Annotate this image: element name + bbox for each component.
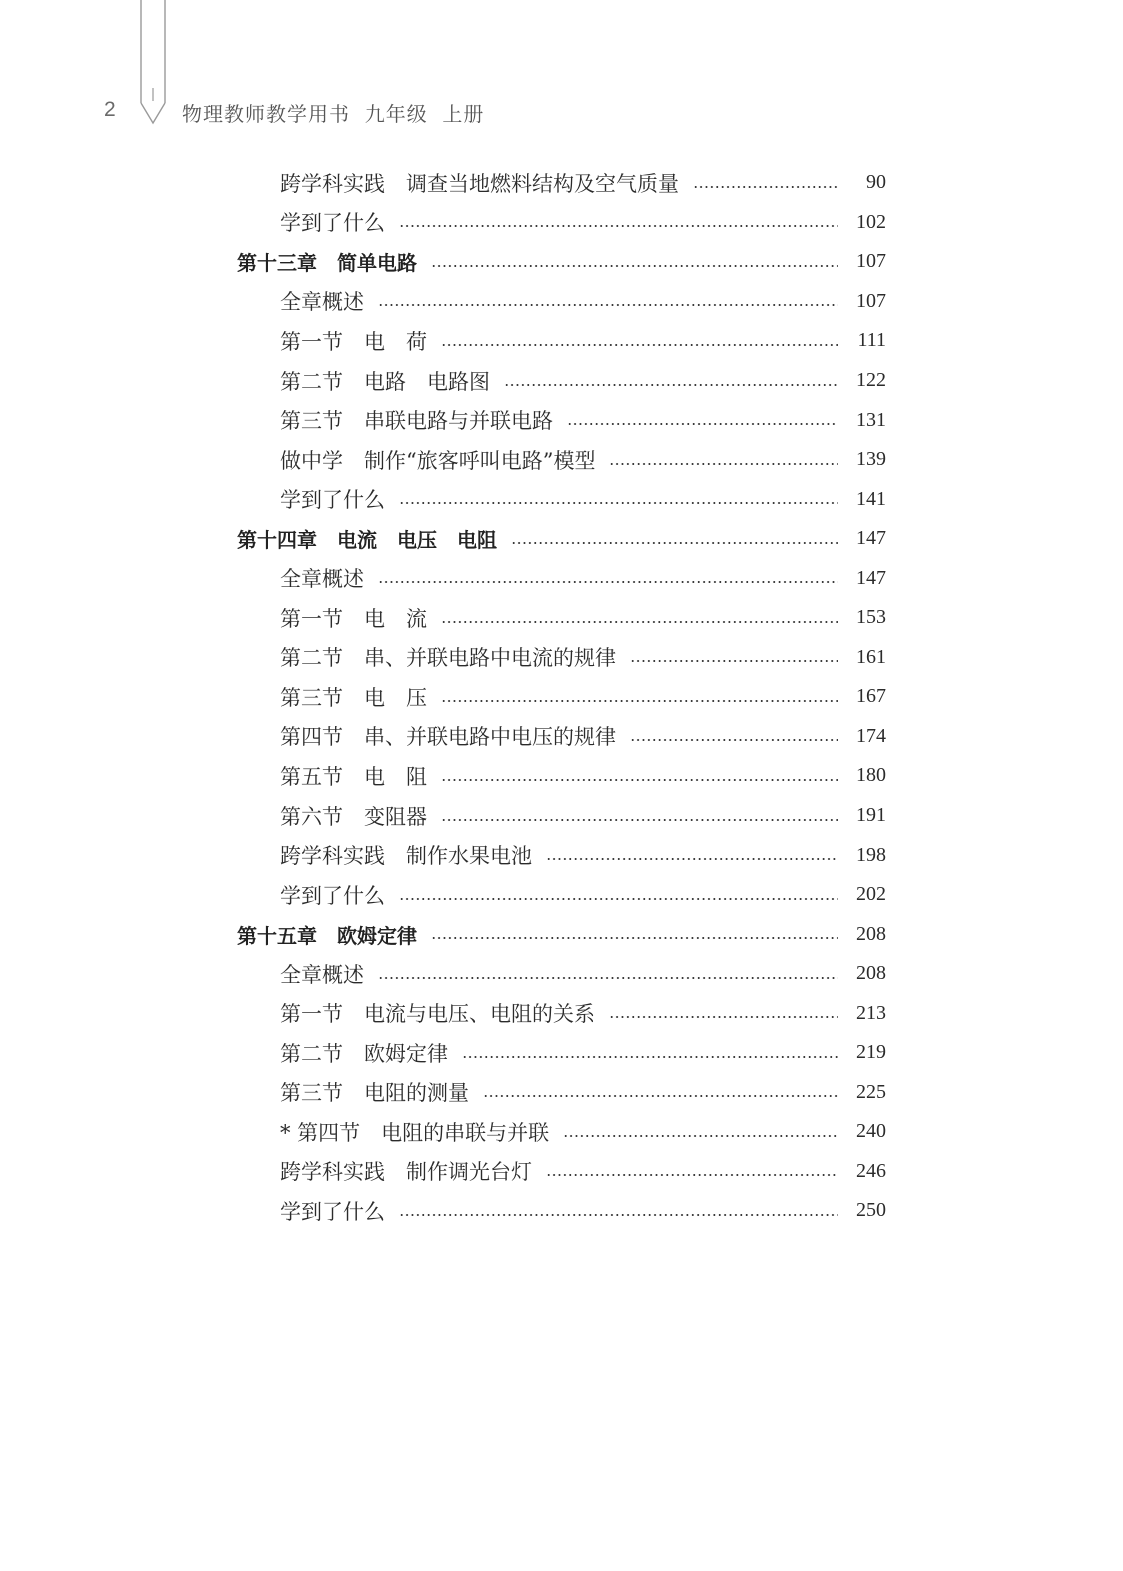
toc-entry-page: 167 <box>856 685 886 708</box>
toc-entry-title: 第一节 电 荷 <box>280 329 427 354</box>
toc-entry-page: 219 <box>856 1041 886 1064</box>
toc-entry-title: 学到了什么 <box>280 211 385 236</box>
toc-entry-title: 第三节 电阻的测量 <box>280 1081 469 1106</box>
toc-entry-title: 第二节 欧姆定律 <box>280 1041 448 1066</box>
toc-entry-page: 225 <box>856 1080 886 1103</box>
toc-section-entry <box>0 203 1123 243</box>
dot-leader <box>399 502 838 504</box>
toc-entry-page: 180 <box>856 764 886 787</box>
page-number: 2 <box>104 98 116 121</box>
dot-leader <box>693 186 838 188</box>
toc-entry-page: 139 <box>856 448 886 471</box>
toc-section-entry <box>0 479 1123 519</box>
toc-entry-title: 学到了什么 <box>280 883 385 908</box>
toc-entry-page: 191 <box>856 804 886 827</box>
toc-entry-title: 第一节 电 流 <box>280 606 427 631</box>
dot-leader <box>431 265 838 267</box>
toc-entry-page: 122 <box>856 369 886 391</box>
dot-leader <box>399 1214 838 1216</box>
toc-entry-title: 第十三章 简单电路 <box>237 251 417 276</box>
toc-entry-page: 141 <box>856 487 886 510</box>
dot-leader <box>511 542 838 544</box>
toc-section-entry <box>0 756 1123 796</box>
toc-entry-title: 全章概述 <box>280 962 364 987</box>
dot-leader <box>609 463 838 465</box>
toc-entry-title: 做中学 制作“旅客呼叫电路”模型 <box>280 448 596 473</box>
dot-leader <box>441 819 838 821</box>
dot-leader <box>399 225 838 227</box>
dot-leader <box>441 700 838 702</box>
toc-section-entry <box>0 835 1123 875</box>
dot-leader <box>609 1016 838 1018</box>
toc-section-entry <box>0 993 1123 1033</box>
toc-entry-title: * 第四节 电阻的串联与并联 <box>280 1120 550 1145</box>
dot-leader <box>441 621 838 623</box>
toc-entry-title: 跨学科实践 制作调光台灯 <box>280 1160 532 1185</box>
toc-entry-page: 161 <box>856 645 886 668</box>
toc-chapter-entry <box>0 242 1123 282</box>
toc-entry-page: 208 <box>856 922 886 945</box>
toc-entry-page: 202 <box>856 883 886 906</box>
toc-entry-title: 第十四章 电流 电压 电阻 <box>237 528 497 553</box>
dot-leader <box>378 581 838 583</box>
toc-entry-page: 153 <box>856 606 886 629</box>
toc-section-entry <box>0 638 1123 678</box>
toc-entry-page: 174 <box>856 724 886 747</box>
book-title: 物理教师教学用书 九年级 上册 <box>182 102 485 126</box>
toc-section-entry <box>0 1073 1123 1113</box>
toc-entry-title: 跨学科实践 调查当地燃料结构及空气质量 <box>280 171 679 196</box>
toc-entry-title: 第五节 电 阻 <box>280 764 427 789</box>
toc-entry-title: 第三节 电 压 <box>280 685 427 710</box>
dot-leader <box>462 1056 838 1058</box>
toc-entry-title: 全章概述 <box>280 290 364 315</box>
toc-entry-title: 学到了什么 <box>280 1199 385 1224</box>
toc-section-entry <box>0 598 1123 638</box>
toc-entry-page: 147 <box>856 566 886 589</box>
dot-leader <box>630 739 838 741</box>
toc-section-entry <box>0 361 1123 401</box>
toc-entry-page: 111 <box>857 329 886 352</box>
toc-entry-title: 第三节 串联电路与并联电路 <box>280 409 553 434</box>
toc-entry-page: 198 <box>856 843 886 866</box>
dot-leader <box>546 1174 838 1176</box>
toc-section-entry <box>0 954 1123 994</box>
toc-entry-title: 第四节 串、并联电路中电压的规律 <box>280 725 616 750</box>
dot-leader <box>483 1095 838 1097</box>
toc-entry-page: 102 <box>856 210 886 233</box>
toc-entry-page: 147 <box>856 527 886 550</box>
toc-entry-title: 第一节 电流与电压、电阻的关系 <box>280 1002 595 1027</box>
toc-entry-title: 第二节 串、并联电路中电流的规律 <box>280 646 616 671</box>
toc-section-entry <box>0 875 1123 915</box>
toc-entry-title: 第二节 电路 电路图 <box>280 369 490 394</box>
toc-chapter-entry <box>0 914 1123 954</box>
toc-entry-page: 90 <box>866 171 886 194</box>
dot-leader <box>378 304 838 306</box>
toc-entry-title: 全章概述 <box>280 567 364 592</box>
toc-section-entry <box>0 558 1123 598</box>
dot-leader <box>399 898 838 900</box>
dot-leader <box>630 660 838 662</box>
toc-entry-title: 跨学科实践 制作水果电池 <box>280 844 532 869</box>
pencil-icon <box>130 0 170 130</box>
toc-section-entry <box>0 796 1123 836</box>
toc-entry-title: 第十五章 欧姆定律 <box>237 923 417 948</box>
toc-section-entry <box>0 717 1123 757</box>
toc-entry-page: 107 <box>856 289 886 312</box>
toc-entry-page: 131 <box>856 408 886 431</box>
toc-section-entry <box>0 400 1123 440</box>
dot-leader <box>378 977 838 979</box>
toc-chapter-entry <box>0 519 1123 559</box>
table-of-contents <box>0 163 1123 1231</box>
toc-section-entry <box>0 1191 1123 1231</box>
toc-section-entry <box>0 163 1123 203</box>
dot-leader <box>431 937 838 939</box>
toc-entry-page: 250 <box>856 1199 886 1222</box>
dot-leader <box>441 344 838 346</box>
dot-leader <box>504 384 838 386</box>
toc-section-entry <box>0 440 1123 480</box>
toc-section-entry <box>0 321 1123 361</box>
toc-entry-page: 208 <box>856 962 886 985</box>
toc-entry-page: 246 <box>856 1159 886 1182</box>
dot-leader <box>546 858 838 860</box>
toc-entry-page: 213 <box>856 1001 886 1024</box>
toc-section-entry <box>0 1033 1123 1073</box>
dot-leader <box>567 423 838 425</box>
toc-entry-title: 学到了什么 <box>280 488 385 513</box>
dot-leader <box>563 1135 838 1137</box>
toc-section-entry <box>0 1112 1123 1152</box>
toc-section-entry <box>0 1152 1123 1192</box>
toc-entry-page: 107 <box>856 250 886 273</box>
toc-section-entry <box>0 677 1123 717</box>
toc-entry-title: 第六节 变阻器 <box>280 804 427 829</box>
dot-leader <box>441 779 838 781</box>
toc-section-entry <box>0 282 1123 322</box>
toc-entry-page: 240 <box>856 1120 886 1143</box>
